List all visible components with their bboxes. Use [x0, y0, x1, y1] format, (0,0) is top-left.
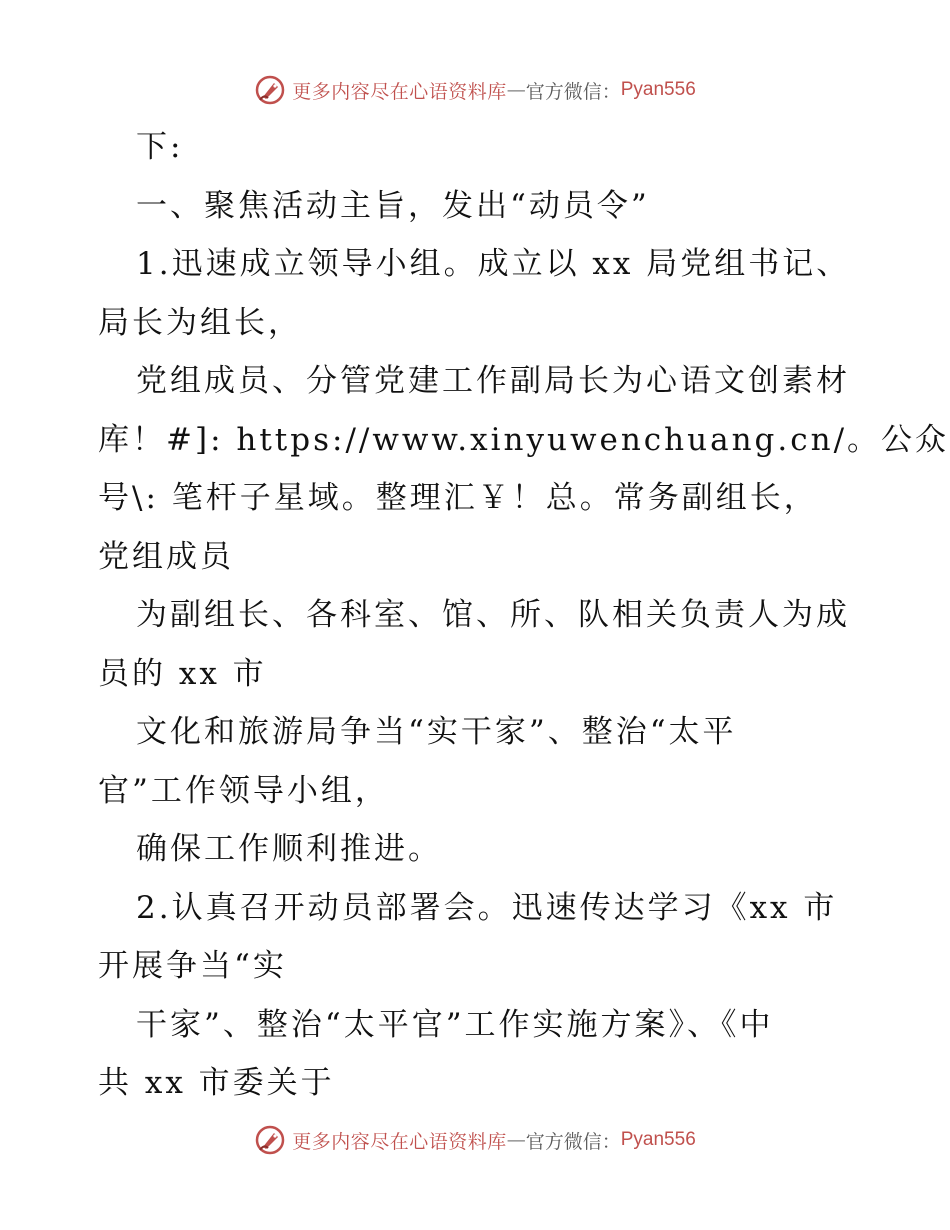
body-line: 开展争当“实 [98, 948, 287, 984]
footer-wechat-id: Pyan556 [620, 1129, 696, 1150]
body-line: 为副组长、各科室、馆、所、队相关负责人为成 [136, 597, 850, 633]
body-line: 共 xx 市委关于 [98, 1065, 335, 1101]
body-line: 下: [136, 129, 184, 165]
body-line: 库！#]: https://www.xinyuwenchuang.cn/。公众 [98, 421, 950, 458]
header-brand-text: 更多内容尽在心语资料库 [292, 80, 507, 103]
body-line: 文化和旅游局争当“实干家”、整治“太平 [136, 714, 737, 750]
body-line: 号\: 笔杆子星域。整理汇￥！总。常务副组长， [98, 480, 818, 516]
header-wechat-label: 官方微信： [525, 80, 621, 103]
footer-separator: — [506, 1129, 526, 1151]
body-line: 2.认真召开动员部署会。迅速传达学习《xx 市 [136, 889, 838, 926]
pen-nib-logo-icon [254, 74, 286, 106]
body-line: 官”工作领导小组， [98, 772, 389, 809]
body-line: 党组成员、分管党建工作副局长为心语文创素材 [136, 363, 850, 399]
header-separator: — [506, 79, 526, 101]
document-body [98, 118, 950, 1113]
footer-wechat-label: 官方微信： [525, 1130, 621, 1153]
pen-nib-logo-icon [254, 1124, 286, 1156]
footer-banner [0, 1120, 950, 1160]
body-line: 干家”、整治“太平官”工作实施方案》、《中 [136, 1006, 774, 1043]
header-wechat-id: Pyan556 [620, 79, 696, 100]
body-line: 局长为组长， [98, 304, 302, 341]
footer-brand-text: 更多内容尽在心语资料库 [292, 1130, 507, 1153]
header-banner [0, 70, 950, 110]
body-line: 确保工作顺利推进。 [136, 831, 442, 867]
body-line: 1.迅速成立领导小组。成立以 xx 局党组书记、 [136, 246, 851, 282]
body-line: 员的 xx 市 [98, 655, 267, 692]
body-line: 党组成员 [98, 538, 234, 575]
section-heading: 一、聚焦活动主旨，发出“动员令” [136, 187, 650, 224]
